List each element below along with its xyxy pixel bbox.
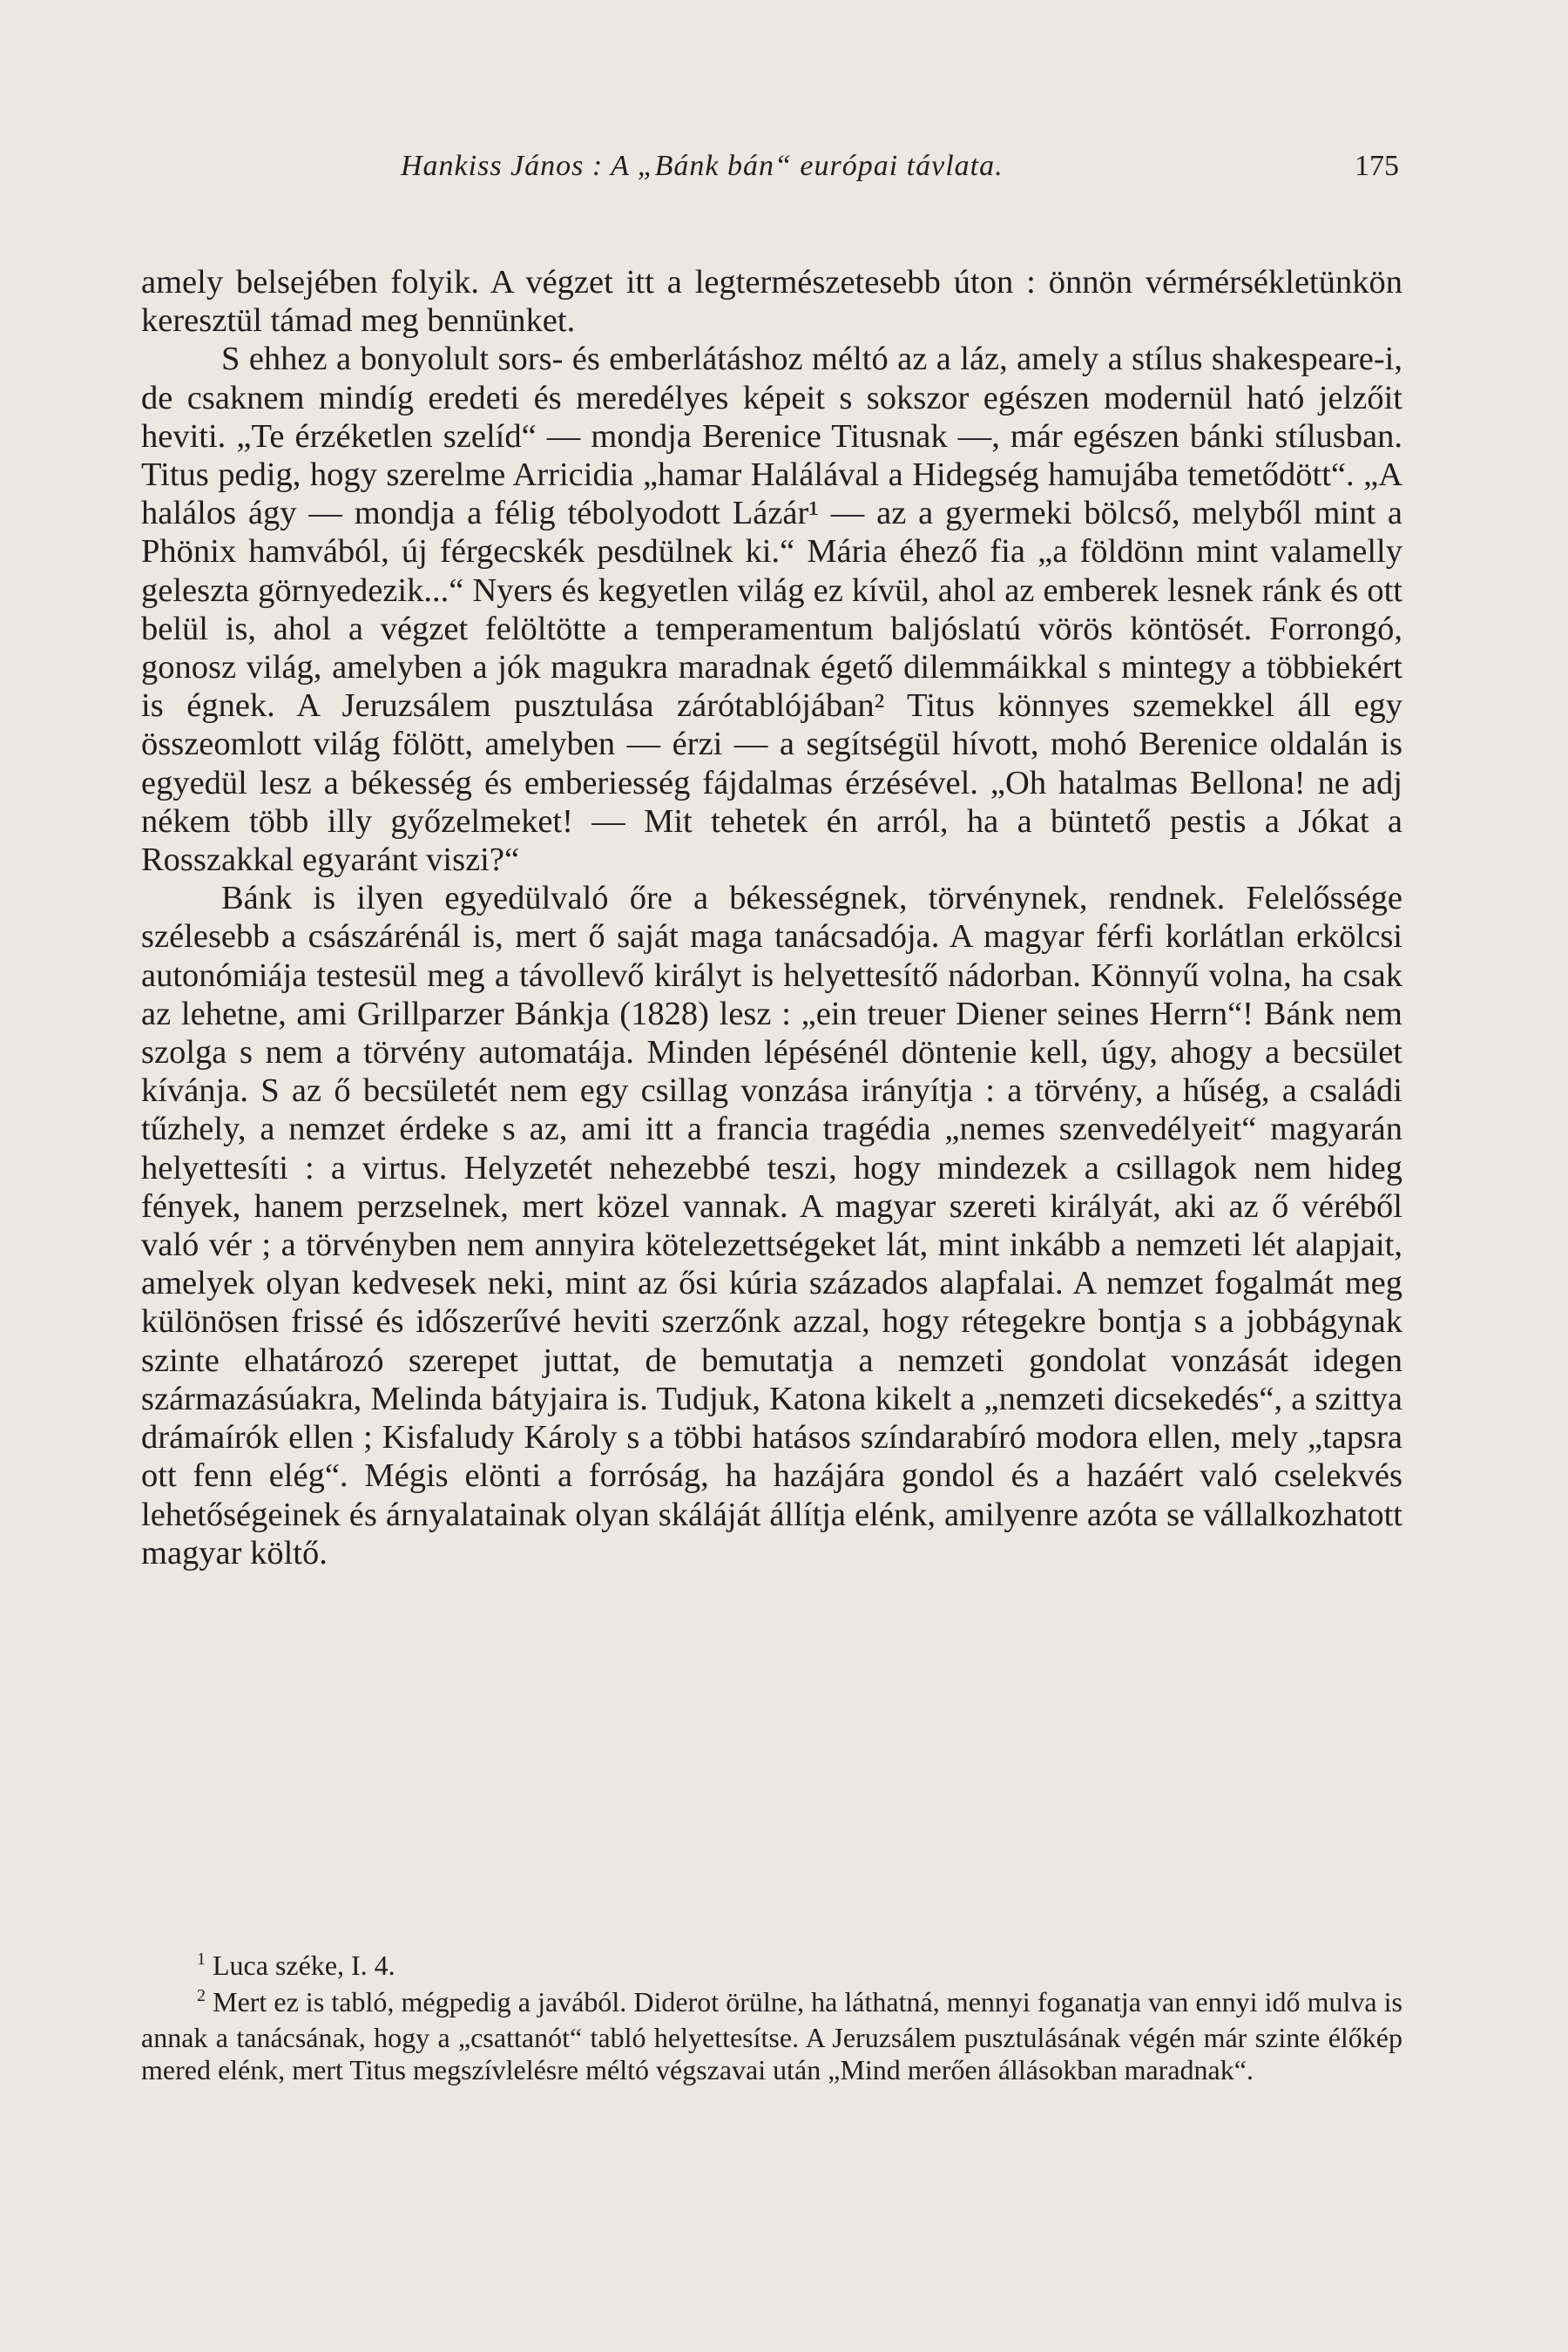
- footnote-mark: 2: [197, 1985, 206, 2005]
- footnote-2: [141, 1986, 1402, 2086]
- running-title: Hankiss János : A „Bánk bán“ európai távlata.: [401, 150, 1004, 182]
- paragraph-2: S ehhez a bonyolult sors- és emberlátáshoz méltó az a láz, amely a stílus shakespeare-i, de csaknem mindíg eredeti és meredélyes képeit s sokszor egészen modernül ható jelzőit heviti. „Te érzéketlen szelíd“ — mondja Berenice Titusnak —, már egészen bánki stílusban. Titus pedig, hogy szerelme Arricidia „hamar Halálával a Hidegség hamujába temetődött“. „A halálos ágy — mondja a félig tébolyodott Lázár¹ — az a gyermeki bölcső, melyből mint a Phönix hamvából, új férgecskék pesdülnek ki.“ Mária éhező fia „a földönn mint valamelly geleszta görnyedezik...“ Nyers és kegyetlen világ ez kívül, ahol az emberek lesnek ránk és ott belül is, ahol a végzet felöltötte a temperamentum baljóslatú vörös köntösét. Forrongó, gonosz világ, amelyben a jók magukra maradnak égető dilemmáikkal s mintegy a többiekért is égnek. A Jeruzsálem pusztulása zárótablójában² Titus könnyes szemekkel áll egy összeomlott világ fölött, amelyben — érzi — a segítségül hívott, mohó Berenice oldalán is egyedül lesz a békesség és emberiesség fájdalmas érzésével. „Oh hatalmas Bellona! ne adj nékem több illy győzelmeket! — Mit tehetek én arról, ha a büntető pestis a Jókat a Rosszakkal egyaránt viszi?“: [141, 341, 1402, 879]
- footnote-1: [141, 1950, 1402, 1986]
- footnotes: [141, 1950, 1402, 2085]
- footnote-text: Luca széke, I. 4.: [213, 1950, 395, 1981]
- footnote-text: Mert ez is tabló, mégpedig a javából. Diderot örülne, ha láthatná, mennyi foganatja van ennyi idő mulva is annak a tanácsának, hogy a „csattanót“ tabló helyettesítse. A Jeruzsálem pusztulásának végén már szinte élőkép mered elénk, mert Titus megszívlelésre méltó végszavai után „Mind merően állásokban maradnak“.: [141, 1985, 1403, 2085]
- running-head: [139, 150, 1411, 188]
- paragraph-1: amely belsejében folyik. A végzet itt a legtermészetesebb úton : önnön vérmérsékletünkön keresztül támad meg bennünket.: [141, 264, 1402, 340]
- page-number: 175: [1355, 150, 1399, 182]
- footnote-mark: 1: [197, 1950, 206, 1969]
- body-text: [141, 263, 1402, 1572]
- paragraph-3: Bánk is ilyen egyedülvaló őre a békességnek, törvénynek, rendnek. Felelőssége szélesebb a császárénál is, mert ő saját maga tanácsadója. A magyar férfi korlátlan erkölcsi autonómiája testesül meg a távollevő királyt is helyettesítő nádorban. Könnyű volna, ha csak az lehetne, ami Grillparzer Bánkja (1828) lesz : „ein treuer Diener seines Herrn“! Bánk nem szolga s nem a törvény automatája. Minden lépésénél döntenie kell, úgy, ahogy a becsület kívánja. S az ő becsületét nem egy csillag vonzása irányítja : a törvény, a hűség, a családi tűzhely, a nemzet érdeke s az, ami itt a francia tragédia „nemes szenvedélyeit“ magyarán helyettesíti : a virtus. Helyzetét nehezebbé teszi, hogy mindezek a csillagok nem hideg fények, hanem perzselnek, mert közel vannak. A magyar szereti királyát, aki az ő véréből való vér ; a törvényben nem annyira kötelezettségeket lát, mint inkább a nemzeti lét alapjait, amelyek olyan kedvesek neki, mint az ősi kúria százados alapfalai. A nemzet fogalmát meg különösen frissé és időszerűvé heviti szerzőnk azzal, hogy rétegekre bontja s a jobbágynak szinte elhatározó szerepet juttat, de bemutatja a nemzeti gondolat vonzását idegen származásúakra, Melinda bátyjaira is. Tudjuk, Katona kikelt a „nemzeti dicsekedés“, a szittya drámaírók ellen ; Kisfaludy Károly s a többi hatásos színdarabíró modora ellen, mely „tapsra ott fenn elég“. Mégis elönti a forróság, ha hazájára gondol és a hazáért való cselekvés lehetőségeinek és árnyalatainak olyan skáláját állítja elénk, amilyenre azóta se vállalkozhatott magyar költő.: [141, 880, 1402, 1571]
